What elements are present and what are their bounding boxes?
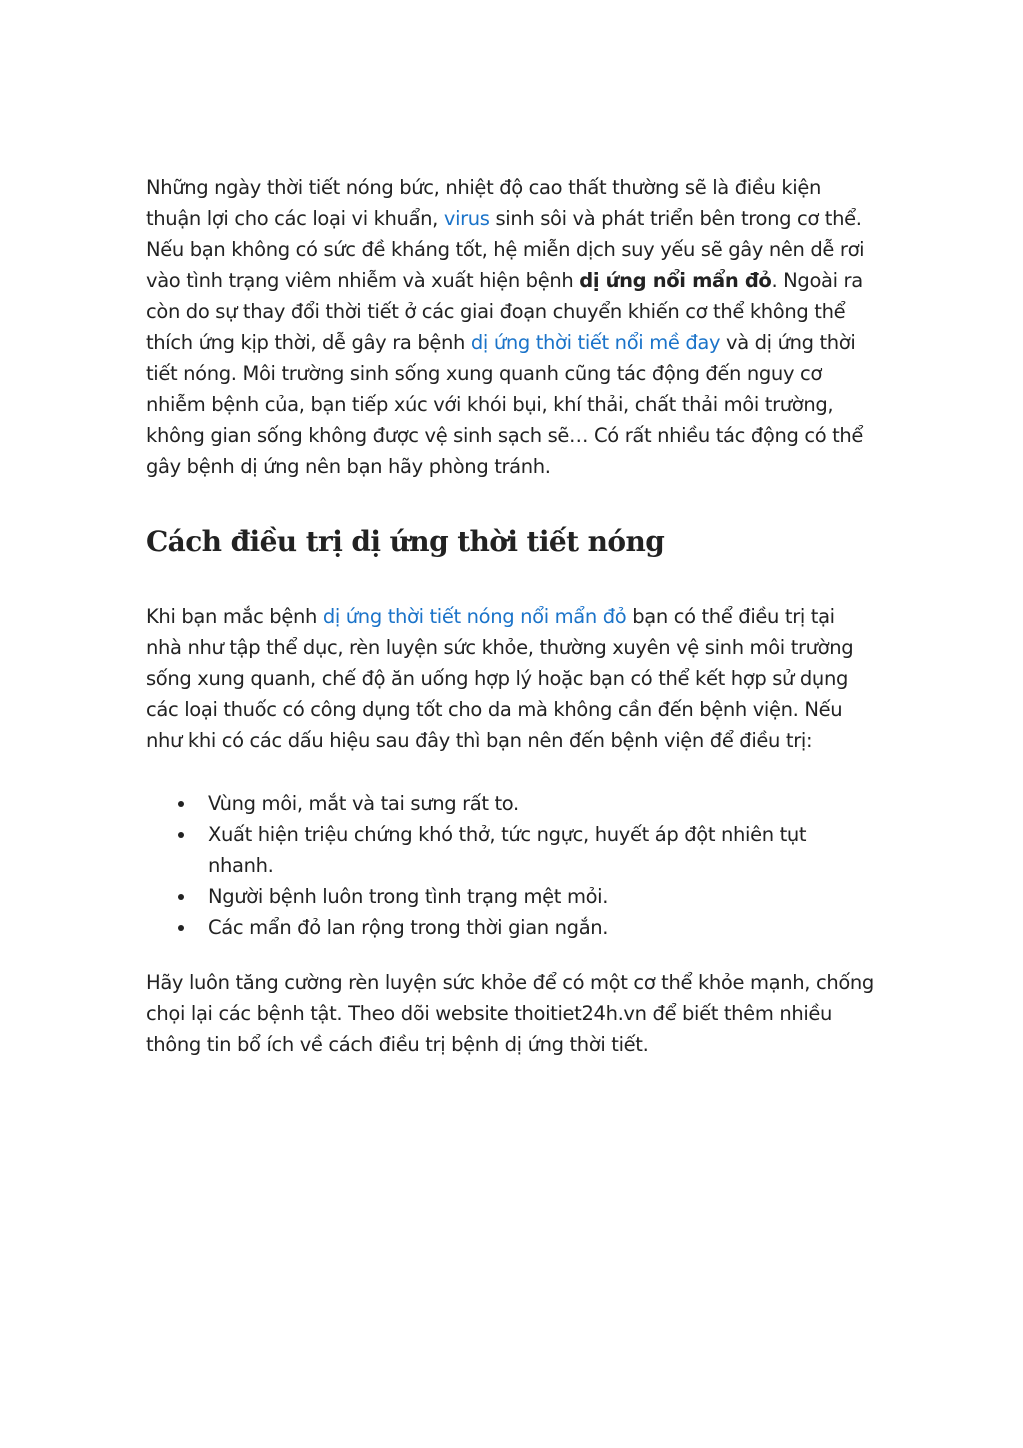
hives-allergy-link[interactable]: dị ứng thời tiết nổi mề đay xyxy=(470,331,721,354)
bullet-icon xyxy=(178,801,184,807)
list-item xyxy=(208,912,876,943)
list-item xyxy=(208,788,876,819)
bullet-icon xyxy=(178,894,184,900)
treatment-text-1: Khi bạn mắc bệnh xyxy=(146,605,323,628)
intro-text-4: và dị ứng thời tiết nóng. Môi trường sinh sống xung quanh cũng tác động đến nguy cơ nhiễm bệnh của, bạn tiếp xúc với khói bụi, khí thải, chất thải môi trường, không gian sống không được vệ sinh sạch sẽ… Có rất nhiều tác động có thể gây bệnh dị ứng nên bạn hãy phòng tránh. xyxy=(146,331,864,478)
list-item-text: Vùng môi, mắt và tai sưng rất to. xyxy=(208,792,519,815)
treatment-paragraph xyxy=(146,601,876,756)
treatment-text-2: bạn có thể điều trị tại nhà như tập thể dục, rèn luyện sức khỏe, thường xuyên vệ sinh môi trường sống xung quanh, chế độ ăn uống hợp lý hoặc bạn có thể kết hợp sử dụng các loại thuốc có công dụng tốt cho da mà không cần đến bệnh viện. Nếu như khi có các dấu hiệu sau đây thì bạn nên đến bệnh viện để điều trị: xyxy=(146,605,854,752)
bold-term: dị ứng nổi mẩn đỏ xyxy=(579,269,772,292)
article-content xyxy=(146,172,876,1060)
closing-paragraph: Hãy luôn tăng cường rèn luyện sức khỏe để có một cơ thể khỏe mạnh, chống chọi lại các bệnh tật. Theo dõi website thoitiet24h.vn để biết thêm nhiều thông tin bổ ích về cách điều trị bệnh dị ứng thời tiết. xyxy=(146,971,874,1056)
list-item xyxy=(208,819,876,881)
list-item-text: Xuất hiện triệu chứng khó thở, tức ngực, huyết áp đột nhiên tụt nhanh. xyxy=(208,823,807,877)
intro-text-3: . Ngoài ra còn do sự thay đổi thời tiết ở các giai đoạn chuyển khiến cơ thể không thể thích ứng kịp thời, dễ gây ra bệnh xyxy=(146,269,863,354)
symptom-list xyxy=(146,788,876,943)
list-item-text: Người bệnh luôn trong tình trạng mệt mỏi. xyxy=(208,885,609,908)
list-item-text: Các mẩn đỏ lan rộng trong thời gian ngắn. xyxy=(208,916,609,939)
intro-text-2: sinh sôi và phát triển bên trong cơ thể. Nếu bạn không có sức đề kháng tốt, hệ miễn dịch suy yếu sẽ gây nên dễ rơi vào tình trạng viêm nhiễm và xuất hiện bệnh xyxy=(146,207,865,292)
bullet-icon xyxy=(178,925,184,931)
bullet-icon xyxy=(178,832,184,838)
virus-link[interactable]: virus xyxy=(443,207,490,230)
list-item xyxy=(208,881,876,912)
intro-paragraph xyxy=(146,172,876,482)
intro-text-1: Những ngày thời tiết nóng bức, nhiệt độ cao thất thường sẽ là điều kiện thuận lợi cho các loại vi khuẩn, xyxy=(146,176,821,230)
hot-weather-rash-link[interactable]: dị ứng thời tiết nóng nổi mẩn đỏ xyxy=(322,605,627,628)
section-heading: Cách điều trị dị ứng thời tiết nóng xyxy=(146,525,665,558)
